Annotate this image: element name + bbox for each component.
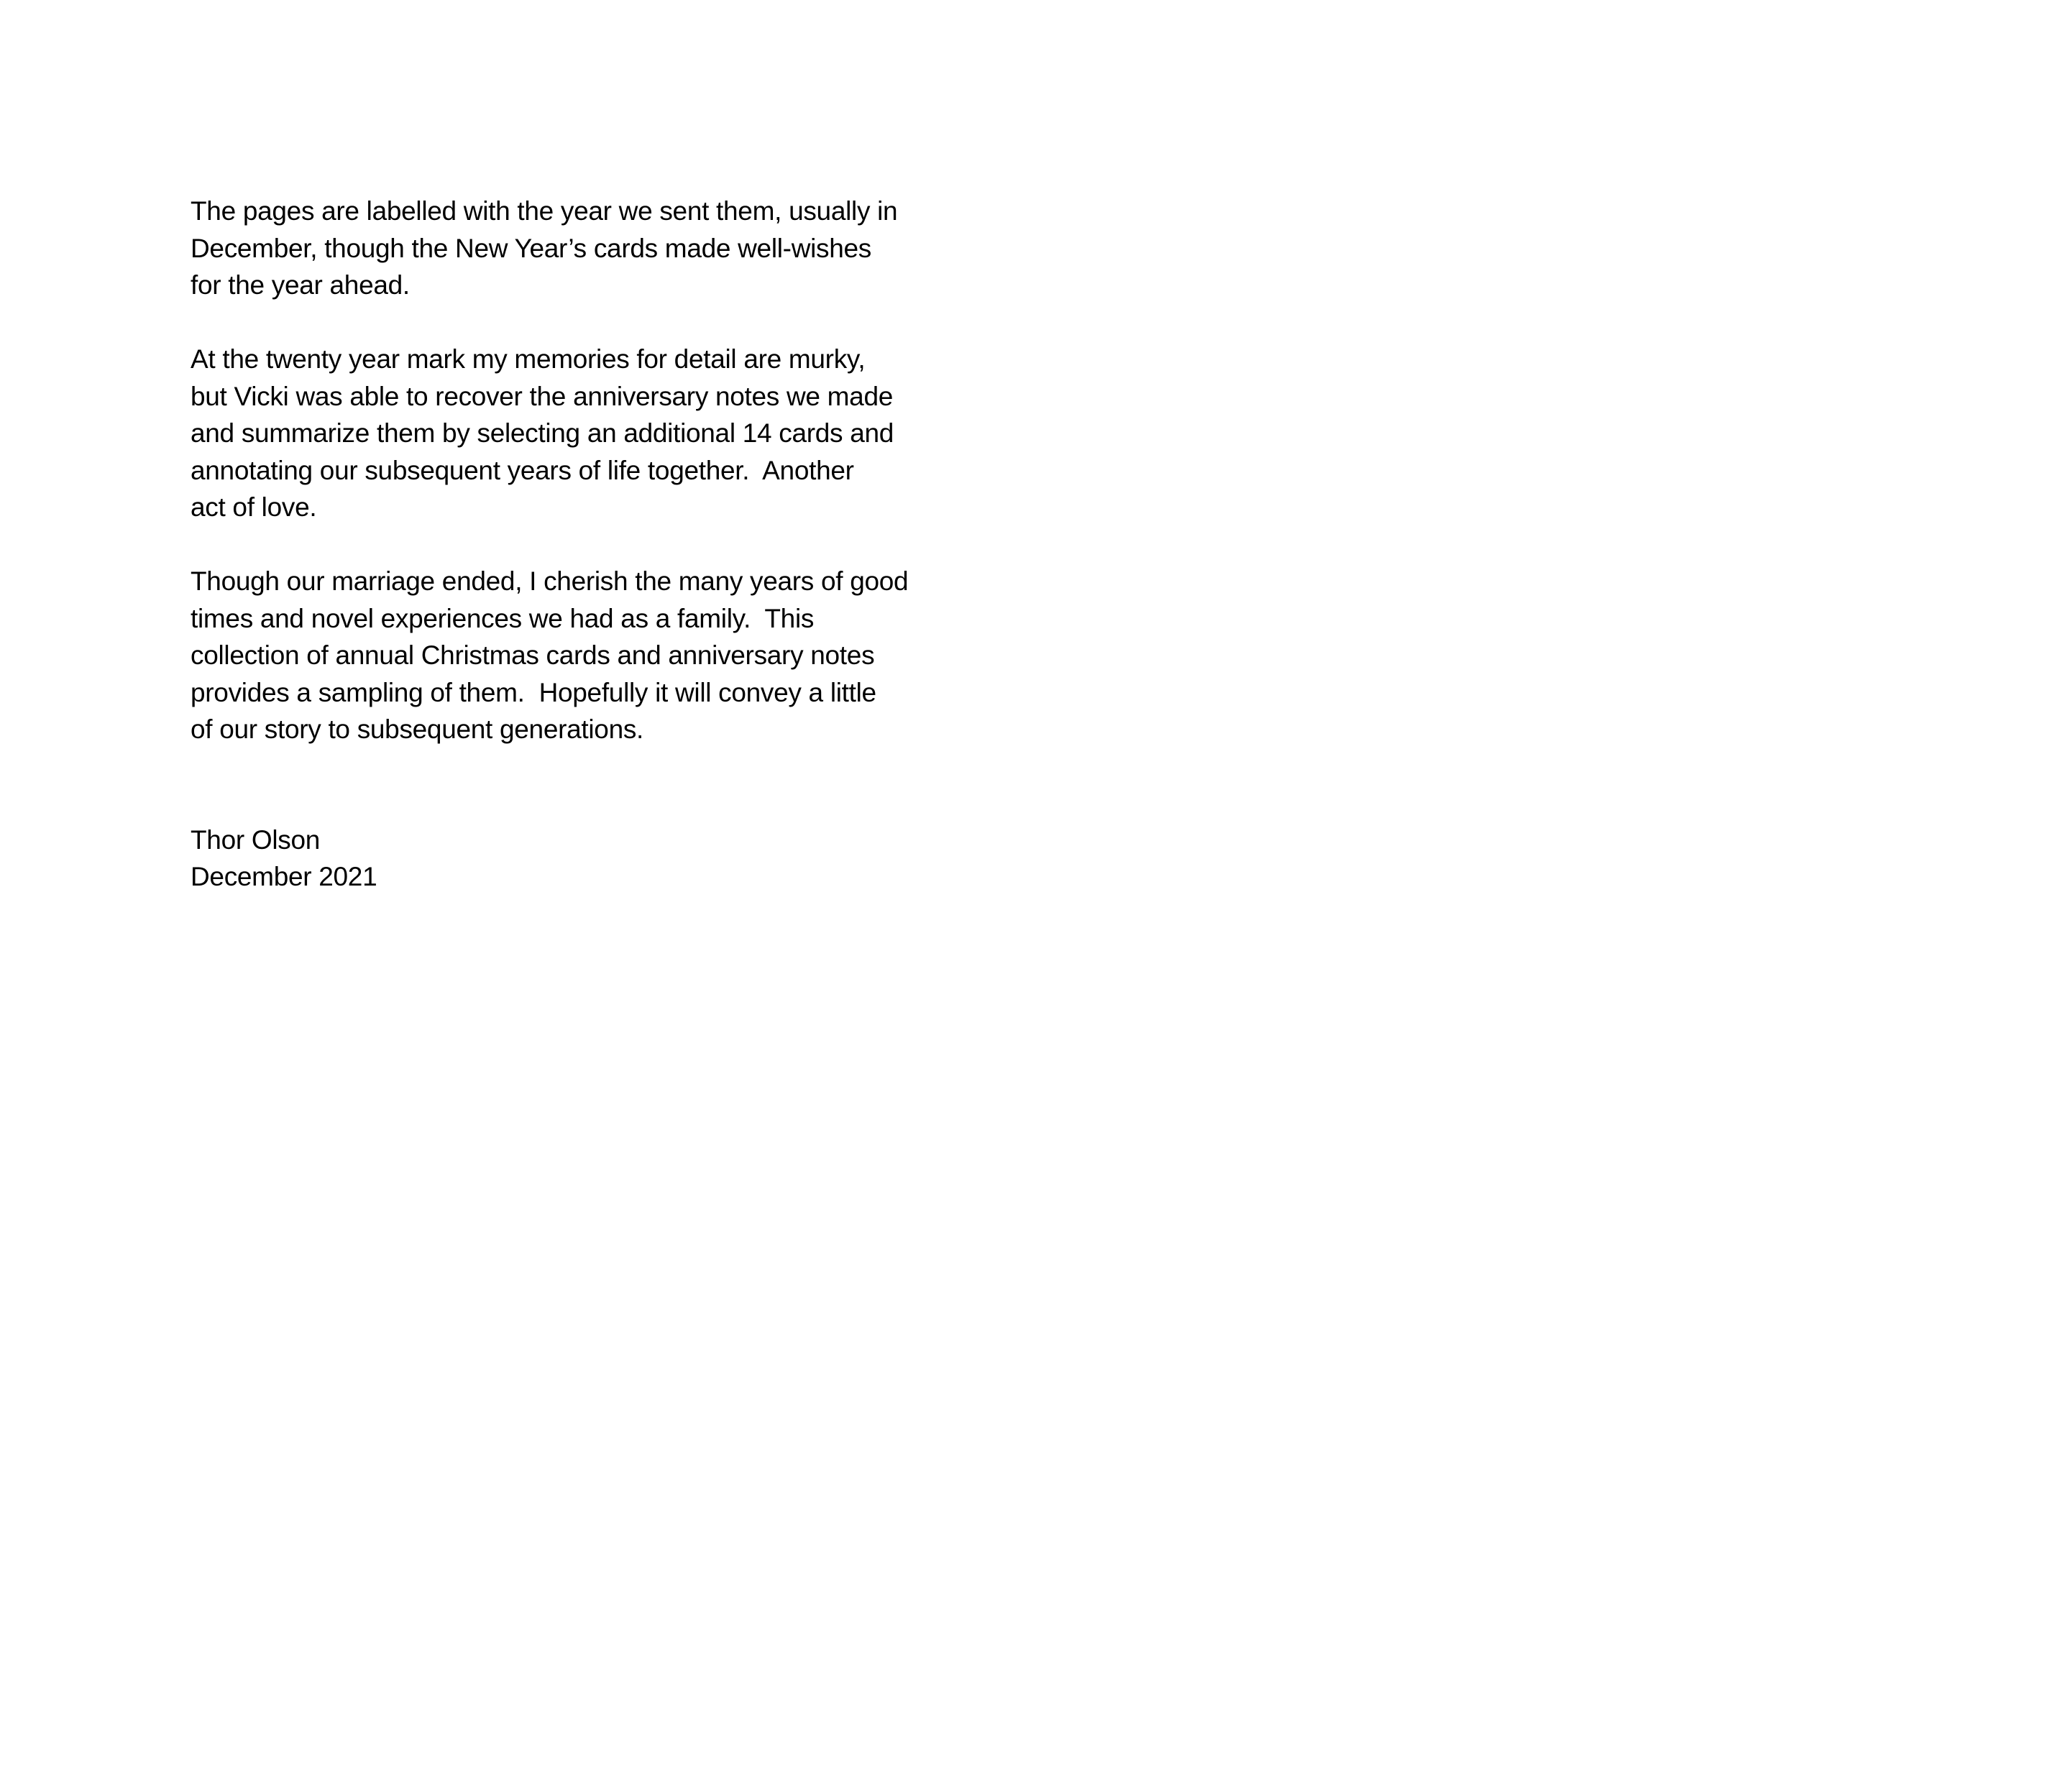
- paragraph-line: December, though the New Year’s cards made well-wishes: [191, 233, 871, 263]
- paragraph-line: of our story to subsequent generations.: [191, 714, 644, 744]
- signature-date: December 2021: [191, 862, 377, 891]
- signature-block: [191, 822, 996, 896]
- paragraph-labelling: [191, 193, 996, 304]
- paragraph-line: and summarize them by selecting an additional 14 cards and: [191, 418, 894, 448]
- paragraph-anniversary-notes: [191, 341, 996, 526]
- paragraph-line: annotating our subsequent years of life together. Another: [191, 455, 854, 485]
- paragraph-line: but Vicki was able to recover the anniversary notes we made: [191, 381, 894, 411]
- paragraph-line: The pages are labelled with the year we sent them, usually in: [191, 196, 898, 226]
- paragraph-line: for the year ahead.: [191, 270, 410, 300]
- paragraph-reflection: [191, 563, 996, 748]
- paragraph-line: At the twenty year mark my memories for detail are murky,: [191, 344, 866, 374]
- paragraph-line: Though our marriage ended, I cherish the many years of good: [191, 566, 909, 596]
- text-column: [191, 193, 996, 896]
- paragraph-line: provides a sampling of them. Hopefully it will convey a little: [191, 677, 876, 707]
- signature-name: Thor Olson: [191, 824, 321, 855]
- paragraph-line: act of love.: [191, 492, 317, 522]
- paragraph-line: times and novel experiences we had as a family. This: [191, 603, 815, 633]
- paragraph-line: collection of annual Christmas cards and anniversary notes: [191, 640, 875, 670]
